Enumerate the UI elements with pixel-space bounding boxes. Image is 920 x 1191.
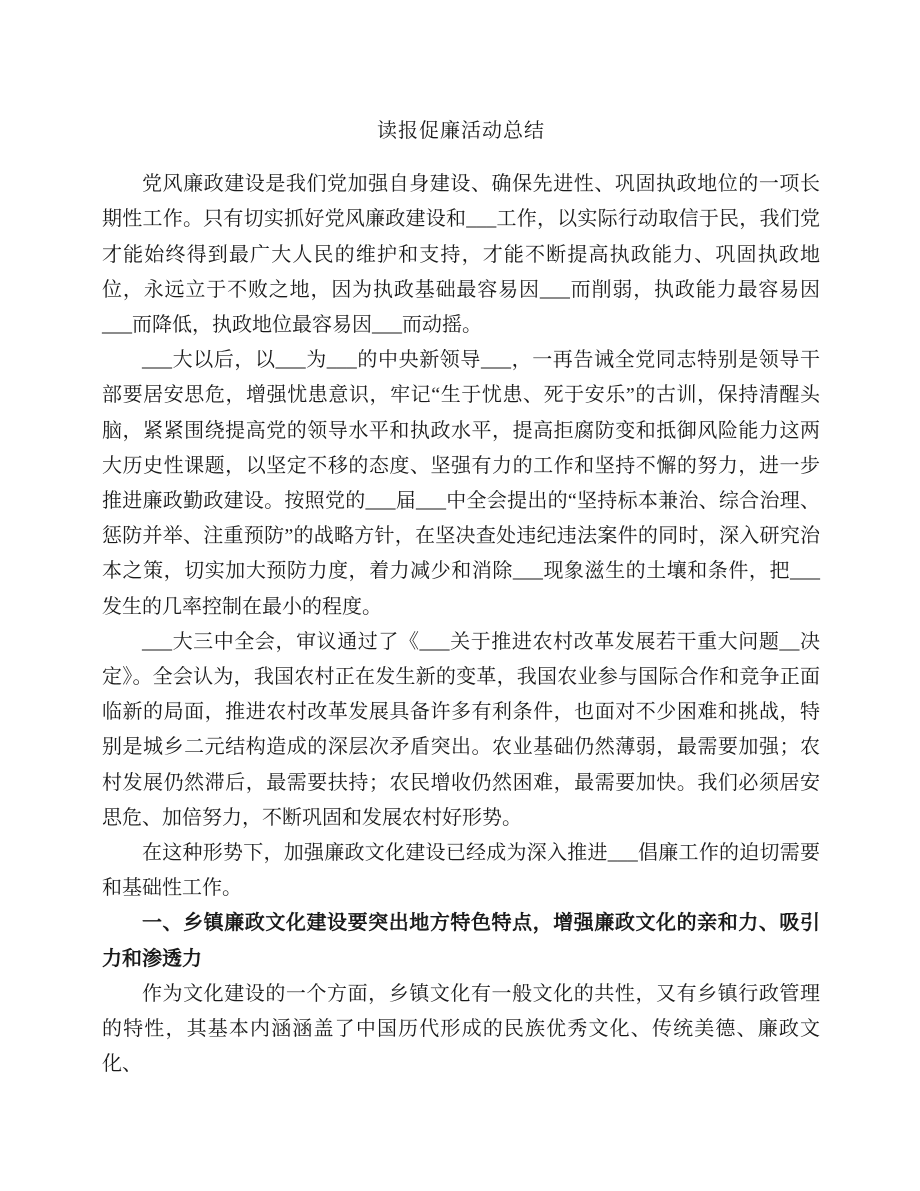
paragraph-2: ___大以后，以___为___的中央新领导___，一再告诫全党同志特别是领导干部要居安思危，增强忧患意识，牢记“生于忧患、死于安乐”的古训，保持清醒头脑，紧紧围绕提高党的领导水平和执政水平，提高拒腐防变和抵御风险能力这两大历史性课题，以坚定不移的态度、坚强有力的工作和坚持不懈的努力，进一步推进廉政勤政建设。按照党的___届___中全会提出的“坚持标本兼治、综合治理、惩防并举、注重预防”的战略方针，在坚决查处违纪违法案件的同时，深入研究治本之策，切实加大预防力度，着力减少和消除___现象滋生的土壤和条件，把___发生的几率控制在最小的程度。 [102, 349, 820, 618]
document-content [102, 114, 820, 1082]
paragraph-1: 党风廉政建设是我们党加强自身建设、确保先进性、巩固执政地位的一项长期性工作。只有切实抓好党风廉政建设和___工作，以实际行动取信于民，我们党才能始终得到最广大人民的维护和支持，才能不断提高执政能力、巩固执政地位，永远立于不败之地，因为执政基础最容易因___而削弱，执政能力最容易因___而降低，执政地位最容易因___而动摇。 [102, 173, 820, 337]
section-heading: 一、乡镇廉政文化建设要突出地方特色特点，增强廉政文化的亲和力、吸引力和渗透力 [102, 912, 820, 970]
paragraph-3: ___大三中全会，审议通过了《___关于推进农村改革发展若干重大问题__决定》。全会认为，我国农村正在发生新的变革，我国农业参与国际合作和竞争正面临新的局面，推进农村改革发展具备许多有利条件，也面对不少困难和挑战，特别是城乡二元结构造成的深层次矛盾突出。农业基础仍然薄弱，最需要加强；农村发展仍然滞后，最需要扶持；农民增收仍然困难，最需要加快。我们必须居安思危、加倍努力，不断巩固和发展农村好形势。 [102, 630, 820, 829]
paragraph-5: 作为文化建设的一个方面，乡镇文化有一般文化的共性，又有乡镇行政管理的特性，其基本内涵涵盖了中国历代形成的民族优秀文化、传统美德、廉政文化、 [102, 982, 820, 1076]
document-title: 读报促廉活动总结 [377, 120, 545, 142]
paragraph-4: 在这种形势下，加强廉政文化建设已经成为深入推进___倡廉工作的迫切需要和基础性工作。 [102, 842, 820, 900]
